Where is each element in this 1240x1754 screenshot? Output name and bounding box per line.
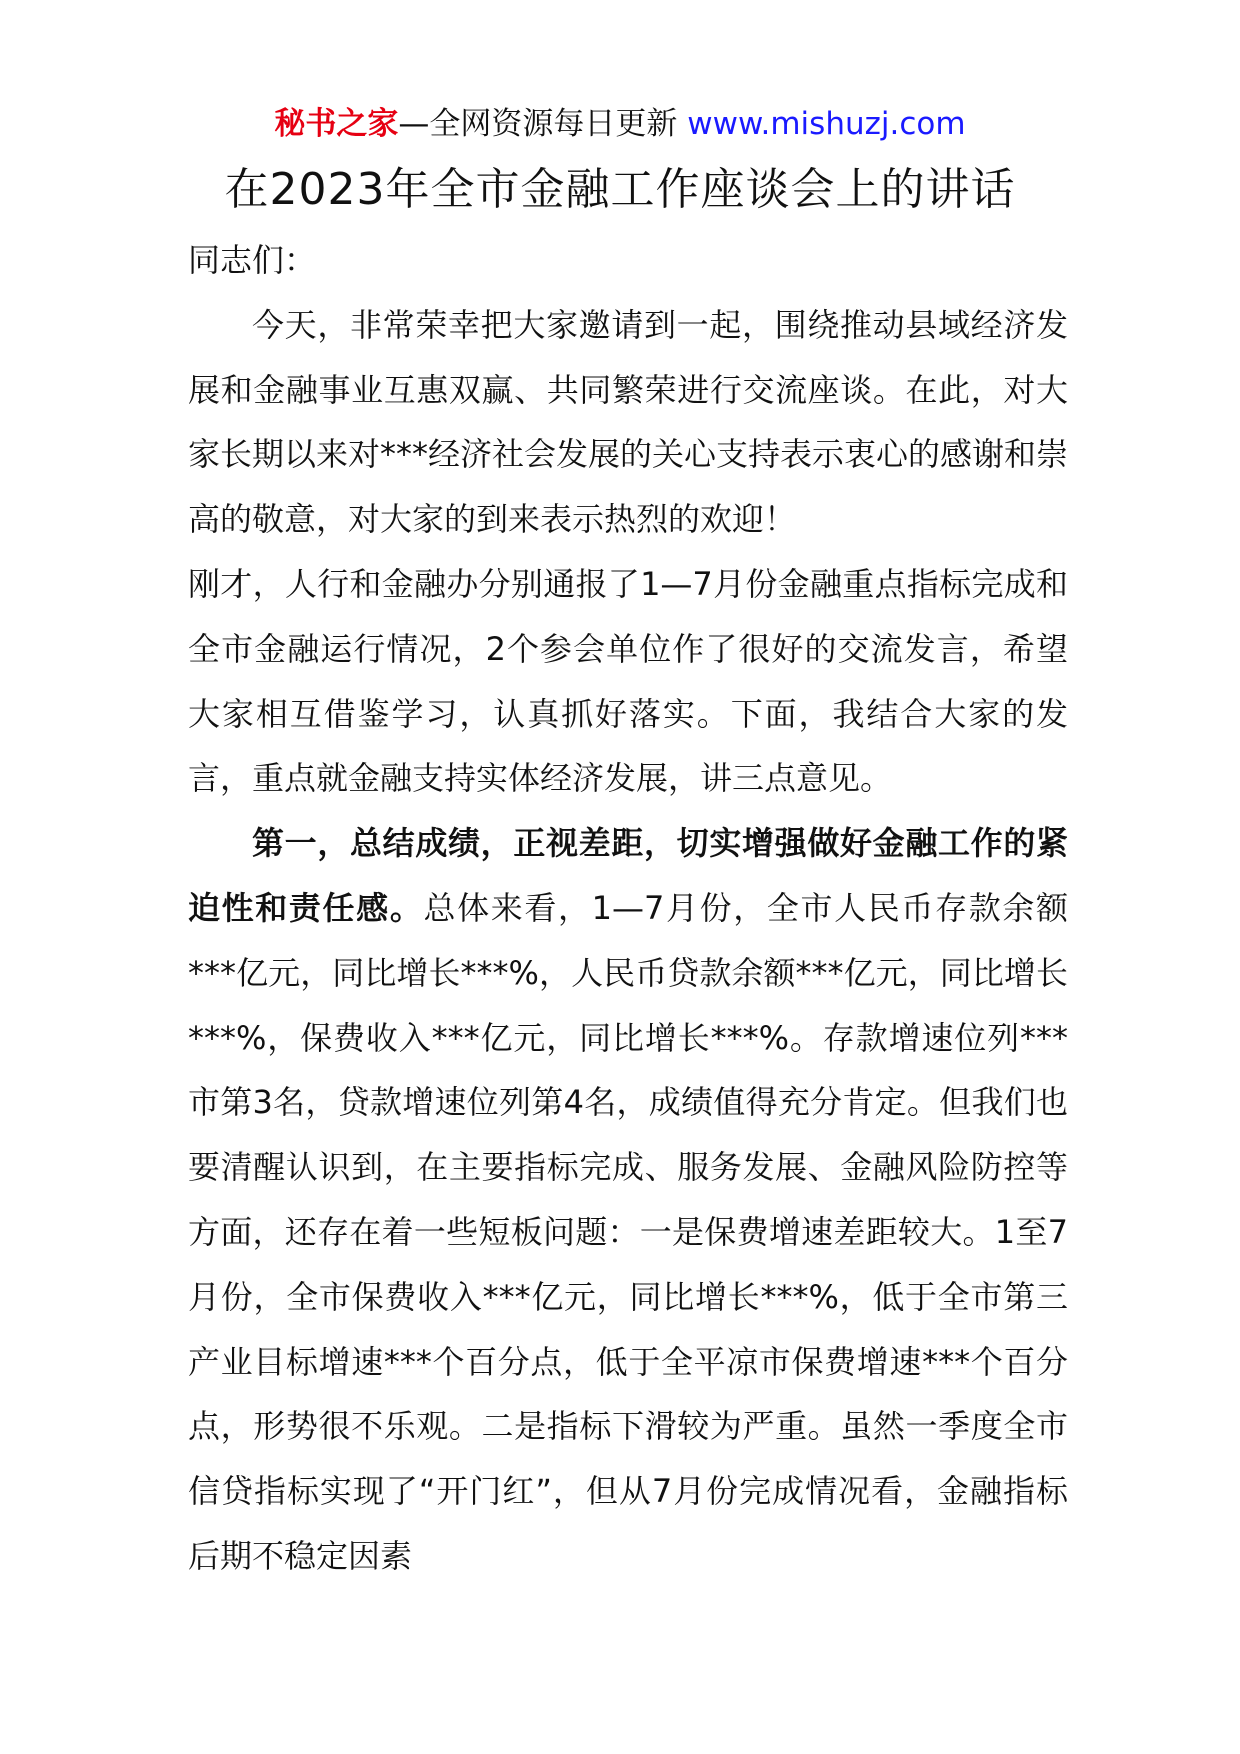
section-first-text: 总体来看，1—7月份，全市人民币存款余额***亿元，同比增长***%，人民币贷款余额***亿元，同比增长***%，保费收入***亿元，同比增长***%。存款增速位列***市第3名，贷款增速位列第4名，成绩值得充分肯定。但我们也要清醒认识到，在主要指标完成、服务发展、金融风险防控等方面，还存在着一些短板问题：一是保费增速差距较大。1至7月份，全市保费收入***亿元，同比增长***%，低于全市第三产业目标增速***个百分点，低于全平凉市保费增速***个百分点，形势很不乐观。二是指标下滑较为严重。虽然一季度全市信贷指标实现了“开门红”，但从7月份完成情况看，金融指标后期不稳定因素 [188, 888, 1068, 1575]
site-banner [0, 104, 1240, 144]
paragraph-intro: 今天，非常荣幸把大家邀请到一起，围绕推动县域经济发展和金融事业互惠双赢、共同繁荣进行交流座谈。在此，对大家长期以来对***经济社会发展的关心支持表示衷心的感谢和崇高的敬意，对大家的到来表示热烈的欢迎！ [188, 305, 1069, 539]
salutation: 同志们： [188, 241, 317, 279]
document-body [188, 228, 1068, 1589]
paragraph-context: 刚才，人行和金融办分别通报了1—7月份金融重点指标完成和全市金融运行情况，2个参会单位作了很好的交流发言，希望大家相互借鉴学习，认真抓好落实。下面，我结合大家的发言，重点就金融支持实体经济发展，讲三点意见。 [188, 564, 1068, 798]
site-slogan: —全网资源每日更新 [398, 106, 688, 142]
site-url-link[interactable]: www.mishuzj.com [687, 106, 966, 142]
section-first-heading: 第一，总结成绩，正视差距，切实增强做好金融工作的紧迫性和责任感。 [188, 824, 1068, 927]
document-title: 在2023年全市金融工作座谈会上的讲话 [224, 164, 1016, 215]
section-first [188, 811, 1068, 1589]
site-brand: 秘书之家 [274, 106, 399, 142]
